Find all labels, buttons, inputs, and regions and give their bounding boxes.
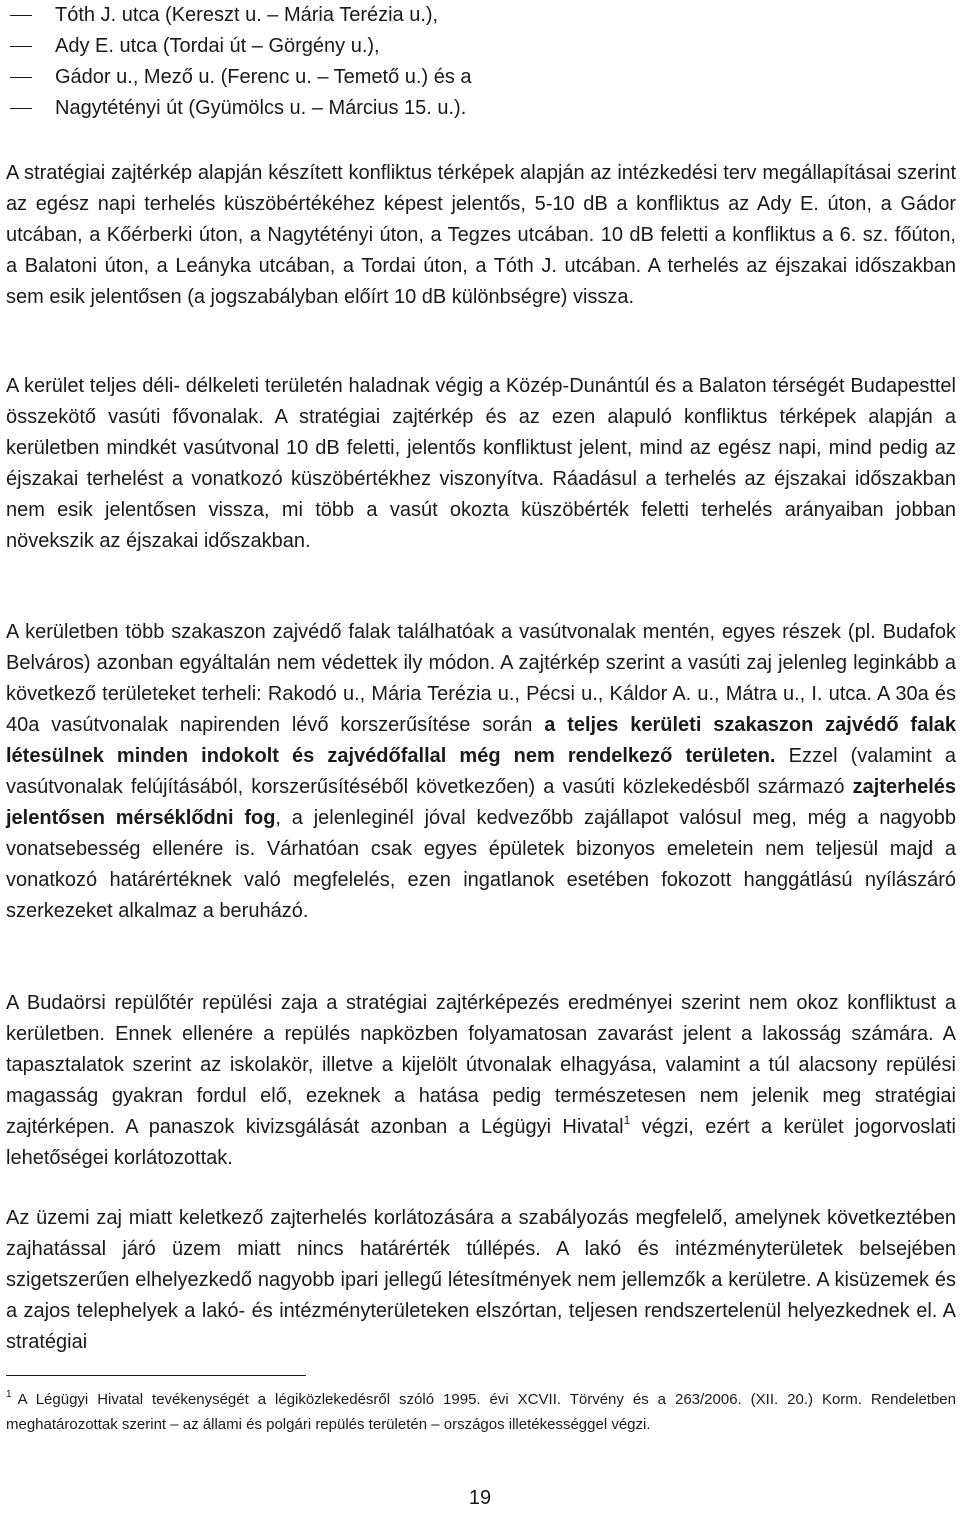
bold-text: a teljes kerületi szakaszon zajvédő falak létesülnek minden indokolt és zajvédőfallal még nem rendelkező területen. — [6, 714, 956, 767]
footnote — [6, 1387, 956, 1437]
paragraph-industrial-noise: Az üzemi zaj miatt keletkező zajterhelés korlátozására a szabályozás megfelelő, amelynek következtében zajhatással járó üzem miatt nincs határérték túllépés. A lakó és intézményterületek belsejében szigetszerűen elhelyezkedő nagyobb ipari jellegű létesítmények nem jellemzők a kerületre. A kisüzemek és a zajos telephelyek a lakó- és intézményterületeken elszórtan, teljesen rendszertelenül helyezkednek el. A stratégiai — [6, 1207, 956, 1353]
paragraph-text: Ezzel (valamint a vasútvonalak felújításából, korszerűsítéséből következően) a vasúti közlekedésből származó — [6, 745, 956, 798]
page-number: 19 — [468, 1487, 492, 1509]
footnote-divider — [6, 1375, 306, 1376]
paragraph-noise-barriers — [6, 617, 956, 927]
paragraph-railway-noise: A kerület teljes déli- délkeleti területén haladnak végig a Közép-Dunántúl és a Balaton térségét Budapesttel összekötő vasúti fővonalak. A stratégiai zajtérkép és az ezen alapuló konfliktus térképek alapján a kerületben mindkét vasútvonal 10 dB feletti, jelentős konfliktust jelent, mind az egész napi, mind pedig az éjszakai terhelést a vonatkozó küszöbértékhez viszonyítva. Ráadásul a terhelés az éjszakai időszakban nem esik jelentősen vissza, mi több a vasút okozta küszöbérték feletti terhelés arányaiban jobban növekszik az éjszakai időszakban. — [6, 375, 956, 552]
footnote-reference[interactable]: 1 — [623, 1113, 631, 1127]
footnote-marker: 1 — [6, 1389, 12, 1400]
street-list — [10, 0, 472, 124]
paragraph-aircraft-noise — [6, 988, 956, 1174]
list-item: Ady E. utca (Tordai út – Görgény u.), — [10, 31, 472, 62]
paragraph-text: végzi, ezért a kerület jogorvoslati lehetőségei korlátozottak. — [6, 1116, 957, 1169]
list-item: Nagytétényi út (Gyümölcs u. – Március 15. u.). — [10, 93, 472, 124]
paragraph-road-noise: A stratégiai zajtérkép alapján készített konfliktus térképek alapján az intézkedési terv megállapításai szerint az egész napi terhelés küszöbértékéhez képest jelentős, 5-10 dB a konfliktus az Ady E. úton, a Gádor utcában, a Kőérberki úton, a Nagytétényi úton, a Tegzes utcában. 10 dB feletti a konfliktus a 6. sz. főúton, a Balatoni úton, a Leányka utcában, a Tordai úton, a Tóth J. utcában. A terhelés az éjszakai időszakban sem esik jelentősen (a jogszabályban előírt 10 dB különbségre) vissza. — [6, 162, 956, 308]
paragraph-text: A Budaörsi repülőtér repülési zaja a stratégiai zajtérképezés eredményei szerint nem okoz konfliktust a kerületben. Ennek ellenére a repülés napközben folyamatosan zavarást jelent a lakosság számára. A tapasztalatok szerint az iskolakör, illetve a kijelölt útvonalak elhagyása, valamint a túl alacsony repülési magasság gyakran fordul elő, ezeknek a hatása pedig természetesen nem jelenik meg stratégiai zajtérképen. A panaszok kivizsgálását azonban a Légügyi Hivatal — [6, 992, 956, 1138]
paragraph-text: A kerületben több szakaszon zajvédő falak találhatóak a vasútvonalak mentén, egyes részek (pl. Budafok Belváros) azonban egyáltalán nem védettek ily módon. A zajtérkép szerint a vasúti zaj jelenleg leginkább a következő területeket terheli: Rakodó u., Mária Terézia u., Pécsi u., Káldor A. u., Mátra u., I. utca. A 30a és 40a vasútvonalak napirenden lévő korszerűsítése során — [6, 621, 956, 736]
bold-text: zajterhelés jelentősen mérséklődni fog — [6, 776, 956, 829]
footnote-text: A Légügyi Hivatal tevékenységét a légiközlekedésről szóló 1995. évi XCVII. Törvény és a 263/2006. (XII. 20.) Korm. Rendeletben meghatározottak szerint – az állami és polgári repülés területén – országos illetékességgel végzi. — [6, 1391, 956, 1433]
list-item: Gádor u., Mező u. (Ferenc u. – Temető u.) és a — [10, 62, 472, 93]
list-item: Tóth J. utca (Kereszt u. – Mária Terézia u.), — [10, 0, 472, 31]
paragraph-text: , a jelenleginél jóval kedvezőbb zajállapot valósul meg, még a nagyobb vonatsebesség ellenére is. Várhatóan csak egyes épületek bizonyos emeletein nem teljesül majd a vonatkozó határértéknek való megfelelés, ezen ingatlanok esetében fokozott hanggátlású nyílászáró szerkezeket alkalmaz a beruházó. — [6, 807, 956, 922]
